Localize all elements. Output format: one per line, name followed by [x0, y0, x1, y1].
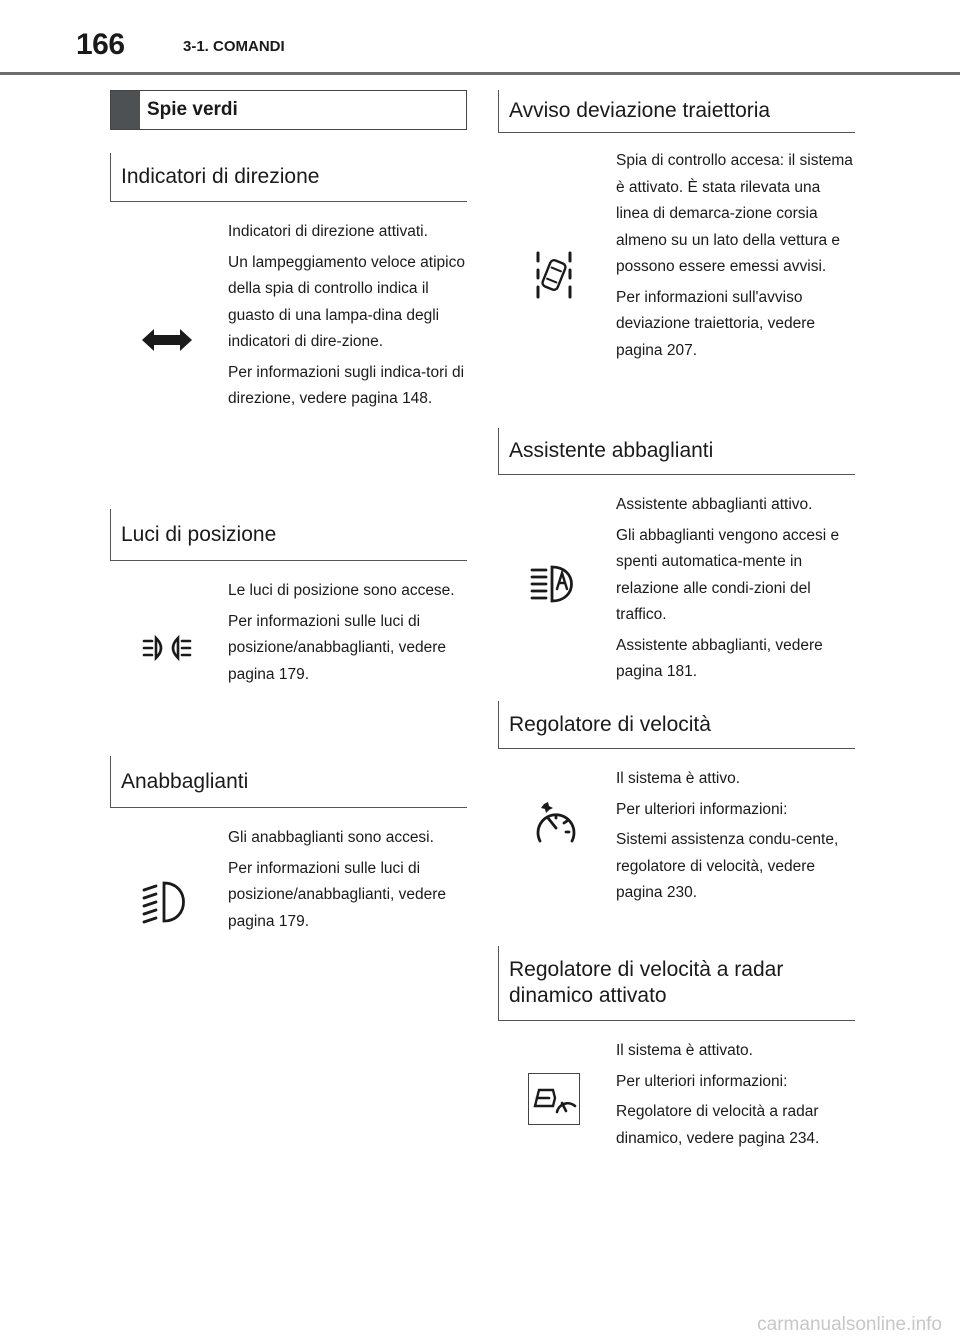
paragraph: Le luci di posizione sono accese.: [228, 582, 455, 599]
turn-signal-icon: [142, 328, 192, 352]
page-header: [0, 0, 960, 78]
heading-indicatori: [110, 153, 467, 202]
heading-anabbaglianti: [110, 756, 467, 808]
heading-text: Luci di posizione: [121, 522, 277, 546]
paragraph: Un lampeggiamento veloce atipico della spia di controllo indica il guasto di una lampa-dina degli indicatori di dire-zione.: [228, 253, 465, 350]
right-column: [498, 90, 855, 1178]
left-column: [110, 90, 467, 1005]
green-lights-box-title: [110, 90, 467, 130]
entry-description: [228, 578, 467, 688]
heading-text: Regolatore di velocità a radar dinamico attivato: [509, 958, 784, 1007]
entry-assistente-abbaglianti: [498, 475, 855, 701]
entry-luci-posizione: [110, 561, 467, 756]
entry-description: [616, 766, 855, 907]
heading-assistente-abbaglianti: [498, 428, 855, 475]
heading-text: Avviso deviazione traiettoria: [509, 99, 771, 122]
paragraph: Gli abbaglianti vengono accesi e spenti automatica-mente in relazione alle condi-zioni del traffico.: [616, 526, 840, 623]
heading-avviso-deviazione: [498, 90, 855, 133]
heading-text: Indicatori di direzione: [121, 165, 320, 188]
lane-departure-icon: [534, 250, 574, 300]
heading-regolatore-radar: [498, 946, 855, 1021]
entry-description: [228, 219, 467, 413]
paragraph: Per informazioni sulle luci di posizione/anabbaglianti, vedere pagina 179.: [228, 612, 447, 683]
paragraph: Assistente abbaglianti attivo.: [616, 496, 813, 513]
section-label: 3-1. COMANDI: [183, 38, 285, 55]
entry-description: [616, 492, 855, 686]
heading-text: Anabbaglianti: [121, 769, 249, 793]
paragraph: Spia di controllo accesa: il sistema è attivato. È stata rilevata una linea di demarca-zione corsia almeno su un lato della vettura e possono essere emessi avvisi.: [616, 152, 853, 275]
title-marker: [111, 91, 140, 129]
heading-text: Regolatore di velocità: [509, 712, 711, 736]
low-beam-icon: [142, 880, 190, 924]
green-lights-title: Spie verdi: [147, 99, 238, 120]
high-beam-assist-icon: [530, 564, 578, 604]
paragraph: Per informazioni sulle luci di posizione/anabbaglianti, vedere pagina 179.: [228, 859, 447, 930]
paragraph: Il sistema è attivo.: [616, 770, 741, 787]
paragraph: Regolatore di velocità a radar dinamico, vedere pagina 234.: [616, 1103, 820, 1147]
entry-regolatore-velocita: [498, 749, 855, 946]
entry-regolatore-radar: [498, 1021, 855, 1178]
paragraph: Per informazioni sull'avviso deviazione traiettoria, vedere pagina 207.: [616, 288, 816, 359]
paragraph: Assistente abbaglianti, vedere pagina 181.: [616, 636, 823, 680]
entry-description: [228, 825, 467, 935]
entry-indicatori: [110, 202, 467, 509]
radar-cruise-icon: [528, 1073, 580, 1125]
paragraph: Sistemi assistenza condu-cente, regolatore di velocità, vedere pagina 230.: [616, 831, 839, 901]
entry-description: [616, 148, 855, 364]
paragraph: Per informazioni sugli indica-tori di direzione, vedere pagina 148.: [228, 363, 465, 407]
header-rule: [0, 72, 960, 75]
cruise-control-icon: [534, 801, 578, 847]
heading-luci-posizione: [110, 509, 467, 561]
watermark: carmanualsonline.info: [757, 1314, 942, 1335]
heading-text: Assistente abbaglianti: [509, 439, 714, 462]
entry-avviso-deviazione: [498, 133, 855, 428]
paragraph: Per ulteriori informazioni:: [616, 1072, 788, 1090]
heading-regolatore-velocita: [498, 701, 855, 749]
paragraph: Gli anabbaglianti sono accesi.: [228, 829, 434, 846]
position-lights-icon: [142, 635, 192, 661]
entry-description: [616, 1038, 855, 1152]
entry-anabbaglianti: [110, 808, 467, 1005]
paragraph: Indicatori di direzione attivati.: [228, 223, 428, 240]
page-number: 166: [76, 28, 125, 61]
paragraph: Il sistema è attivato.: [616, 1042, 753, 1059]
paragraph: Per ulteriori informazioni:: [616, 800, 788, 818]
